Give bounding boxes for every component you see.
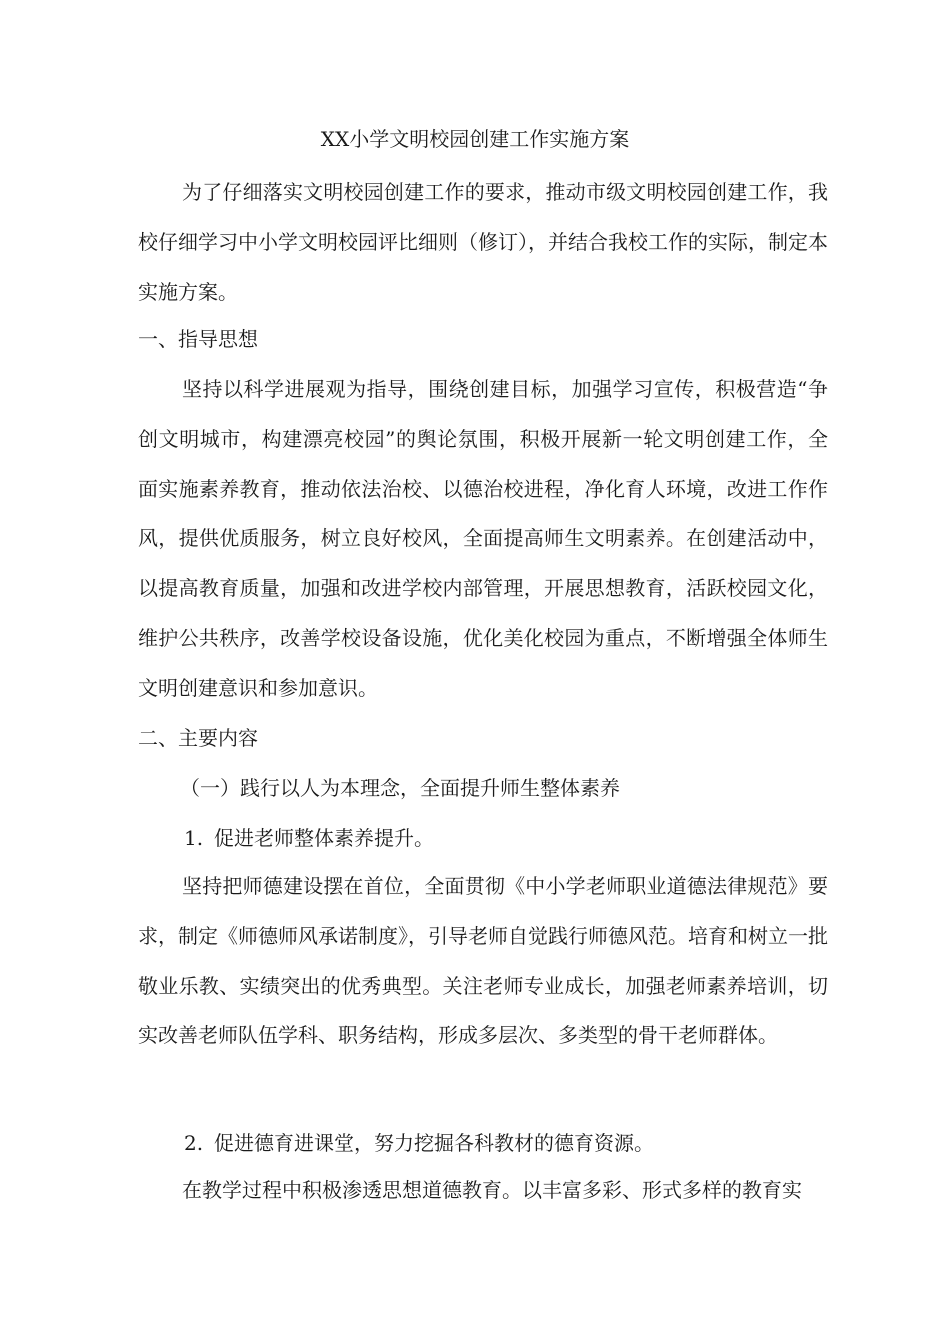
section-heading-main-content: 二、主要内容: [138, 726, 258, 750]
list-item-number: 2.: [184, 1131, 204, 1155]
guiding-ideology-paragraph: 坚持以科学进展观为指导，围绕创建目标，加强学习宣传，积极营造“争创文明城市，构建漂亮校园”的舆论氛围，积极开展新一轮文明创建工作，全面实施素养教育，推动依法治校、以德治校进程，净化育人环境，改进工作作风，提供优质服务，树立良好校风，全面提高师生文明素养。在创建活动中，以提高教育质量，加强和改进学校内部管理，开展思想教育，活跃校园文化，维护公共秩序，改善学校设备设施，优化美化校园为重点，不断增强全体师生文明创建意识和参加意识。: [138, 377, 828, 700]
list-item-number: 1.: [184, 826, 204, 850]
list-item-2: [184, 1126, 824, 1160]
teacher-quality-paragraph: 坚持把师德建设摆在首位，全面贯彻《中小学老师职业道德法律规范》要求，制定《师德师风承诺制度》，引导老师自觉践行师德风范。培育和树立一批敬业乐教、实绩突出的优秀典型。关注老师专业成长，加强老师素养培训，切实改善老师队伍学科、职务结构，形成多层次、多类型的骨干老师群体。: [138, 874, 828, 1048]
subsection-heading-1: （一）践行以人为本理念，全面提升师生整体素养: [180, 776, 620, 800]
list-item-1: [184, 821, 824, 855]
intro-paragraph: 为了仔细落实文明校园创建工作的要求，推动市级文明校园创建工作，我校仔细学习中小学文明校园评比细则（修订），并结合我校工作的实际，制定本实施方案。: [138, 180, 828, 304]
moral-education-paragraph: 在教学过程中积极渗透思想道德教育。以丰富多彩、形式多样的教育实: [182, 1178, 802, 1202]
document-title: XX小学文明校园创建工作实施方案: [320, 127, 630, 151]
section-heading-guiding-ideology: 一、指导思想: [138, 327, 258, 351]
list-item-text: 促进德育进课堂，努力挖掘各科教材的德育资源。: [214, 1131, 654, 1155]
list-item-text: 促进老师整体素养提升。: [214, 826, 434, 850]
